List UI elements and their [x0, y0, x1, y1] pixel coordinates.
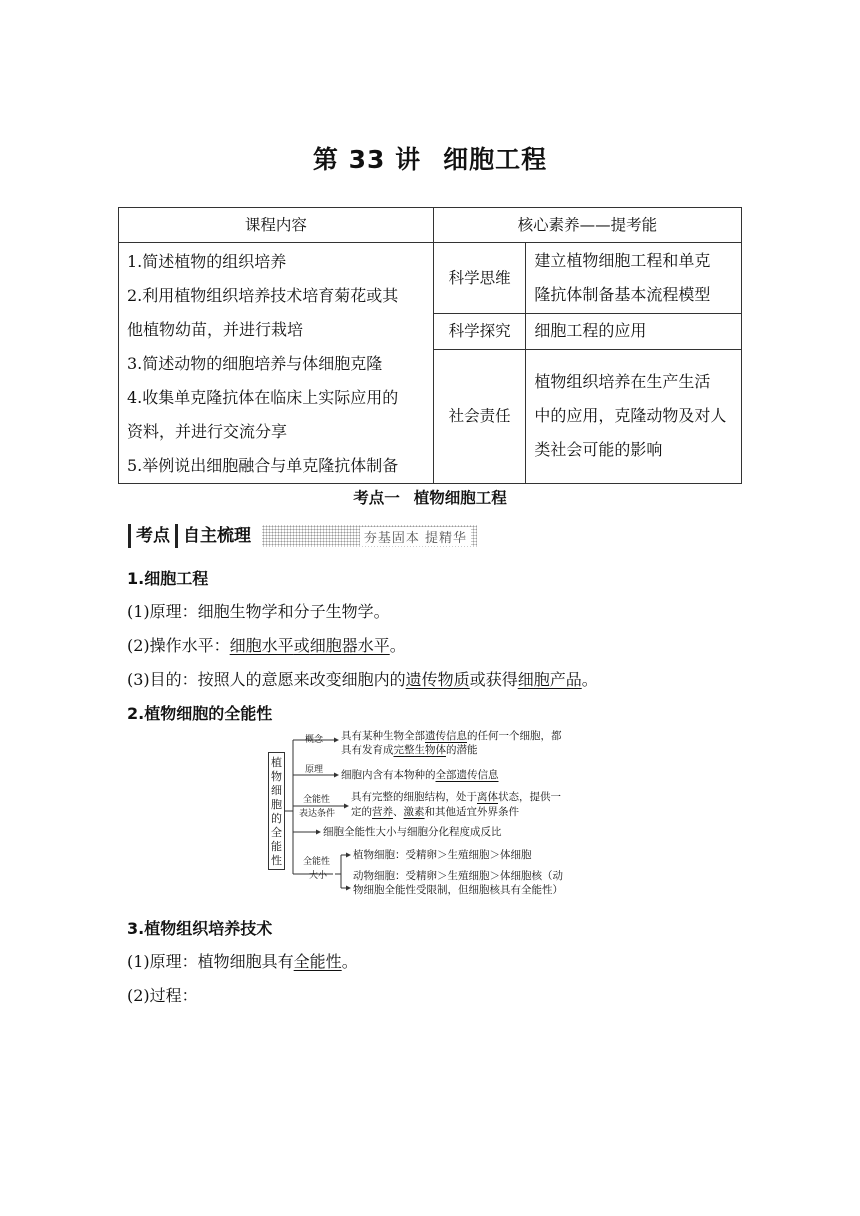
text-span: 。	[581, 670, 598, 689]
description-cell	[526, 349, 742, 483]
tissue-culture-process: (2)过程：	[127, 986, 198, 1005]
text-span: 、	[393, 806, 404, 818]
underlined-answer: 全能性	[293, 952, 342, 971]
purpose-paragraph	[127, 667, 598, 690]
branch-label-concept: 概念	[305, 735, 324, 745]
course-content-cell	[119, 243, 434, 484]
content-line: 3.简述动物的细胞培养与体细胞克隆	[127, 354, 383, 373]
text-span: 状态，提供一	[498, 791, 561, 803]
text-span: 具有某种生物全部	[341, 730, 425, 742]
differentiation-text: 细胞全能性大小与细胞分化程度成反比	[323, 826, 502, 838]
diagram-root-box	[268, 752, 285, 870]
description-line: 植物组织培养在生产生活	[534, 372, 711, 392]
underlined-answer: 遗传物质	[405, 670, 470, 689]
principle-text	[341, 769, 499, 782]
text-span: (1)原理：植物细胞具有	[127, 952, 294, 971]
underlined-answer: 细胞器水平	[309, 636, 390, 655]
content-line: 资料，并进行交流分享	[127, 422, 288, 441]
plant-cell-text: 植物细胞：受精卵＞生殖细胞＞体细胞	[353, 849, 532, 861]
category-cell: 社会责任	[433, 349, 526, 483]
banner-tag-self-review: 自主梳理	[175, 524, 256, 548]
text-span: 定的	[351, 806, 372, 818]
description-cell	[526, 313, 742, 349]
header-core-competency: 核心素养——提考能	[433, 208, 741, 243]
principle-paragraph: (1)原理：细胞生物学和分子生物学。	[127, 602, 390, 621]
underlined-answer: 或	[293, 636, 310, 655]
animal-cell-text-line1: 动物细胞：受精卵＞生殖细胞＞体细胞核（动	[353, 870, 563, 882]
table-header-row	[119, 208, 742, 243]
underlined-term: 营养	[372, 806, 393, 818]
expression-text-line2	[351, 806, 519, 819]
category-cell: 科学思维	[433, 243, 526, 314]
banner-slogan: 夯基固本 提精华	[360, 527, 471, 546]
underlined-term: 遗传信息	[425, 730, 467, 742]
course-outline-table	[118, 207, 742, 484]
branch-label-size-2: 大小	[309, 871, 328, 881]
operation-level-paragraph	[127, 633, 406, 656]
description-line: 隆抗体制备基本流程模型	[534, 284, 711, 304]
section-number: 考点一	[353, 489, 400, 507]
text-span: 或获得	[469, 670, 518, 689]
branch-label-size-1: 全能性	[303, 857, 331, 867]
text-span: 细胞内含有本物种的	[341, 769, 436, 781]
content-line: 他植物幼苗，并进行栽培	[127, 320, 304, 339]
branch-label-principle: 原理	[305, 765, 324, 775]
description-line: 建立植物细胞工程和单克	[534, 250, 711, 270]
branch-label-expression-1: 全能性	[303, 795, 331, 805]
underlined-answer: 细胞水平	[229, 636, 294, 655]
text-span: 。	[341, 952, 358, 971]
lecture-title: 细胞工程	[443, 145, 548, 174]
totipotency-concept-diagram	[265, 728, 600, 900]
description-line: 中的应用，克隆动物及对人	[534, 406, 727, 426]
section-heading	[0, 486, 860, 508]
table-row	[119, 243, 742, 314]
underlined-term: 离体	[477, 791, 498, 803]
tissue-culture-principle	[127, 949, 358, 972]
description-line: 类社会可能的影响	[534, 440, 663, 460]
header-course-content: 课程内容	[119, 208, 434, 243]
heading-totipotency: 2.植物细胞的全能性	[127, 704, 273, 723]
study-banner	[128, 523, 477, 549]
expression-text-line1	[351, 791, 561, 804]
heading-cell-engineering: 1.细胞工程	[127, 569, 209, 588]
content-line: 4.收集单克隆抗体在临床上实际应用的	[127, 388, 399, 407]
text-span: 和其他适宜外界条件	[424, 806, 519, 818]
branch-label-expression-2: 表达条件	[299, 809, 336, 819]
text-span: 。	[389, 636, 406, 655]
description-line: 细胞工程的应用	[534, 321, 647, 341]
text-span: 具有发育成	[341, 744, 394, 756]
concept-text-line2	[341, 744, 478, 757]
content-line: 1.简述植物的组织培养	[127, 252, 287, 271]
underlined-answer: 细胞产品	[517, 670, 582, 689]
text-span: 具有完整的细胞结构，处于	[351, 791, 477, 803]
text-span: (2)操作水平：	[127, 636, 230, 655]
underlined-term: 全部遗传信息	[435, 769, 499, 781]
content-line: 2.利用植物组织培养技术培育菊花或其	[127, 286, 399, 305]
banner-dotted-strip	[262, 525, 477, 547]
description-cell	[526, 243, 742, 314]
page-title	[0, 140, 860, 176]
category-cell: 科学探究	[433, 313, 526, 349]
text-span: 的潜能	[446, 744, 478, 756]
text-span: (3)目的：按照人的意愿来改变细胞内的	[127, 670, 406, 689]
heading-tissue-culture: 3.植物组织培养技术	[127, 919, 273, 938]
diagram-root-label: 植物细胞的全能性	[271, 756, 282, 867]
underlined-term: 完整生物体	[393, 744, 446, 756]
underlined-term: 激素	[403, 806, 425, 818]
animal-cell-text-line2: 物细胞全能性受限制，但细胞核具有全能性）	[353, 884, 563, 896]
banner-tag-exam-point: 考点	[128, 524, 175, 548]
text-span: 的任何一个细胞，都	[467, 730, 562, 742]
concept-text-line1	[341, 730, 562, 743]
section-title: 植物细胞工程	[413, 489, 507, 507]
content-line: 5.举例说出细胞融合与单克隆抗体制备	[127, 456, 399, 475]
lecture-number: 第 33 讲	[312, 145, 422, 174]
